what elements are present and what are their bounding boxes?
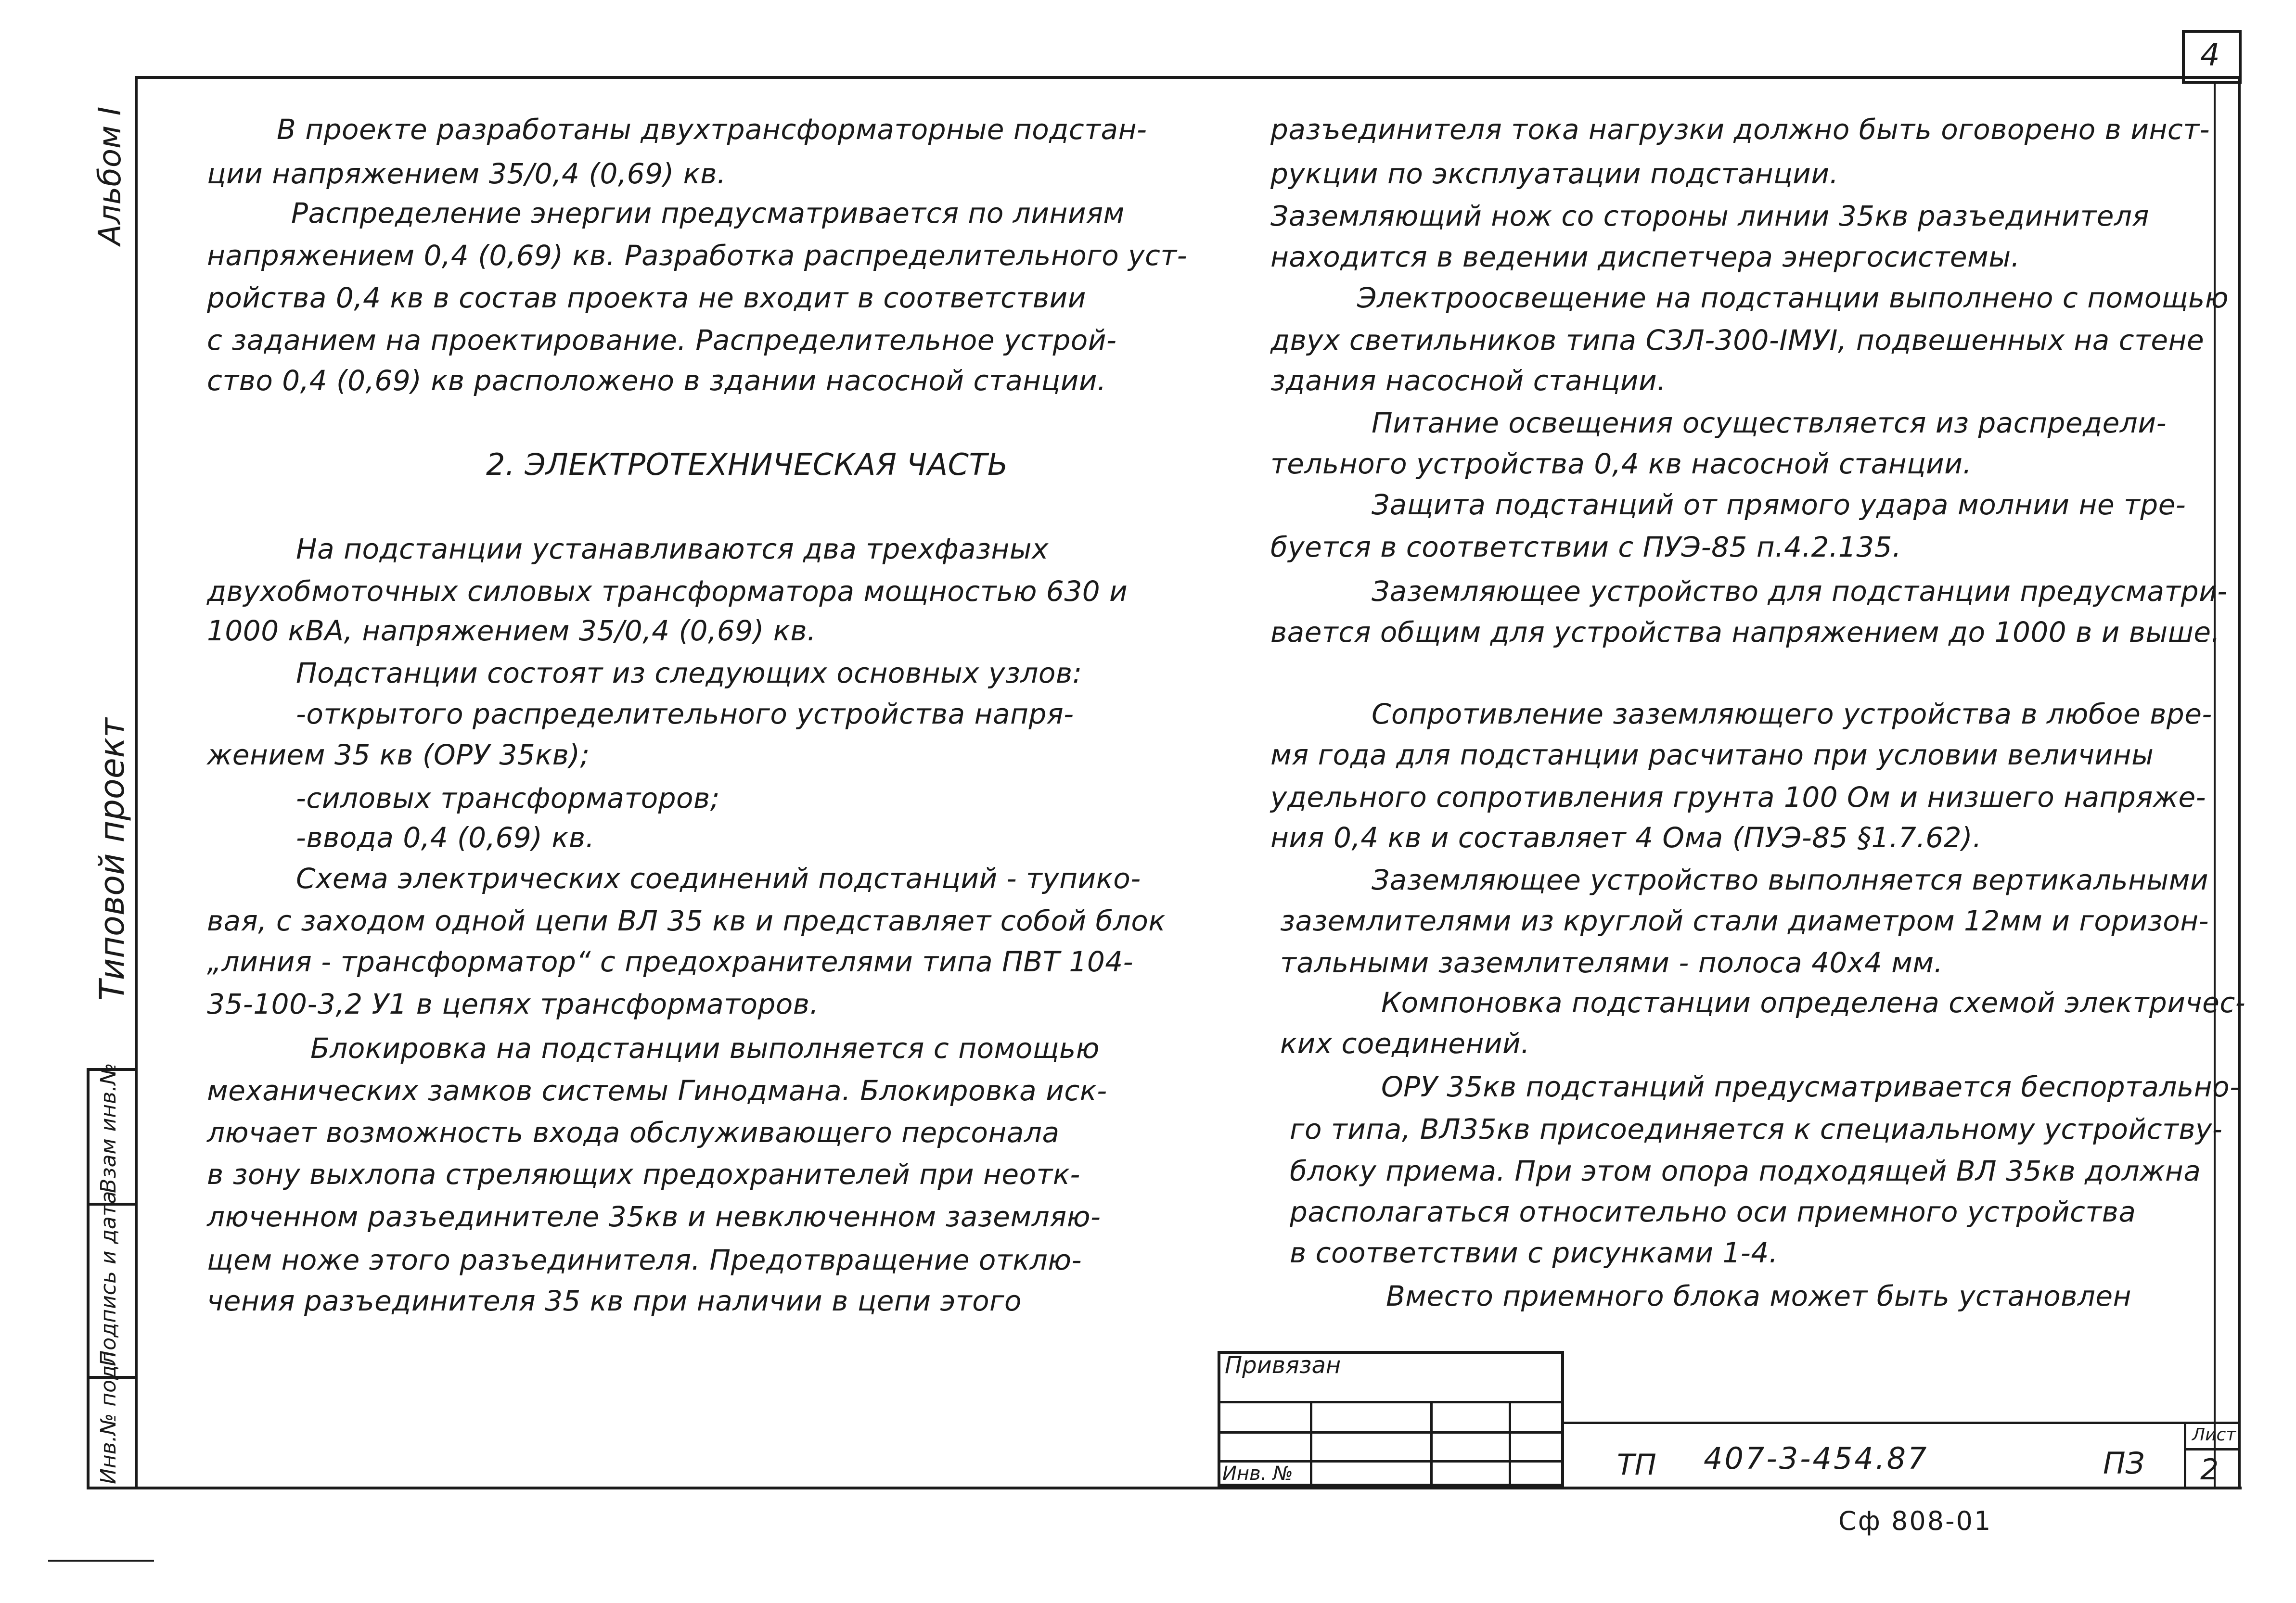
right-line-17: ния 0,4 кв и составляет 4 Ома (ПУЭ-85 §1.7.62). [1270,821,1982,854]
right-line-7: здания насосной станции. [1270,364,1667,397]
right-line-26: располагаться относительно оси приемного устройства [1290,1196,2136,1228]
left-line-27: чения разъединителя 35 кв при наличии в цепи этого [207,1285,1022,1317]
left-line-17: Схема электрических соединений подстанций - тупико- [296,862,1141,895]
right-line-9: тельного устройства 0,4 кв насосной станции. [1270,447,1972,480]
left-line-12: Подстанции состоят из следующих основных узлов: [296,657,1082,689]
left-line-16: -ввода 0,4 (0,69) кв. [296,821,595,854]
left-line-6: с заданием на проектирование. Распределительное устрой- [207,324,1117,356]
privyazan-col3 [1509,1401,1511,1487]
left-line-14: жением 35 кв (ОРУ 35кв); [207,738,590,771]
privyazan-col2 [1430,1401,1433,1487]
inv-no-label: Инв. № [1222,1463,1293,1485]
titleblock-divider [2184,1422,2186,1487]
right-line-11: буется в соответствии с ПУЭ-85 п.4.2.135. [1270,531,1901,563]
left-line-10: двухобмоточных силовых трансформатора мощностью 630 и [207,575,1128,608]
left-line-1: В проекте разработаны двухтрансформаторные подстан- [277,113,1147,146]
right-line-5: Электроосвещение на подстанции выполнено с помощью [1357,281,2229,314]
left-line-18: вая, с заходом одной цепи ВЛ 35 кв и представляет собой блок [207,904,1166,937]
right-line-1: разъединителя тока нагрузки должно быть оговорено в инст- [1270,113,2210,146]
left-line-2: ции напряжением 35/0,4 (0,69) кв. [207,157,726,190]
right-line-15: мя года для подстанции расчитано при условии величины [1270,738,2154,771]
right-line-3: Заземляющий нож со стороны линии 35кв разъединителя [1270,200,2149,232]
side-cell-vzam: Взам инв.№ [96,1063,121,1193]
left-line-24: в зону выхлопа стреляющих предохранителей при неотк- [207,1158,1080,1191]
privyazan-label: Привязан [1225,1352,1341,1379]
outer-bottom-left [48,1560,154,1562]
left-line-3: Распределение энергии предусматривается по линиям [291,197,1125,229]
left-line-22: механических замков системы Гинодмана. Блокировка иск- [207,1074,1107,1107]
right-line-27: в соответствии с рисунками 1-4. [1290,1236,1778,1269]
right-line-4: находится в ведении диспетчера энергосистемы. [1270,241,2020,273]
left-line-4: напряжением 0,4 (0,69) кв. Разработка распределительного уст- [207,239,1188,272]
right-line-14: Сопротивление заземляющего устройства в любое вре- [1372,698,2212,730]
right-line-21: Компоновка подстанции определена схемой электричес- [1381,986,2246,1019]
right-line-13: вается общим для устройства напряжением до 1000 в и выше. [1270,616,2220,649]
right-line-20: тальными заземлителями - полоса 40х4 мм. [1280,946,1943,979]
titleblock-top [1564,1422,2241,1424]
left-line-20: 35-100-3,2 У1 в цепях трансформаторов. [207,988,819,1020]
right-line-18: Заземляющее устройство выполняется вертикальными [1372,864,2209,896]
frame-top [135,76,2240,79]
privyazan-row2 [1218,1431,1564,1434]
right-line-16: удельного сопротивления грунта 100 Ом и низшего напряже- [1270,781,2206,814]
right-line-8: Питание освещения осуществляется из распредели- [1372,407,2167,439]
right-line-22: ких соединений. [1280,1027,1530,1060]
page-number: 4 [2200,38,2220,73]
left-line-26: щем ноже этого разъединителя. Предотвращение отклю- [207,1244,1082,1276]
right-line-2: рукции по эксплуатации подстанции. [1270,157,1839,190]
left-line-7: ство 0,4 (0,69) кв расположено в здании насосной станции. [207,364,1106,397]
sheet-number: 2 [2200,1453,2219,1487]
right-line-10: Защита подстанций от прямого удара молнии не тре- [1372,488,2186,521]
format-code: Сф 808-01 [1838,1506,1992,1536]
frame-right [2238,76,2241,1488]
side-strip-left [87,1068,90,1487]
frame-bottom [87,1487,2242,1489]
right-line-24: го типа, ВЛ35кв присоединяется к специальному устройству- [1290,1113,2223,1145]
frame-left [135,76,138,1488]
left-line-19: „линия - трансформатор“ с предохранителями типа ПВТ 104- [207,945,1134,978]
section-heading: 2. ЭЛЕКТРОТЕХНИЧЕСКАЯ ЧАСТЬ [486,447,1008,482]
sheet-label: Лист [2192,1425,2236,1445]
left-line-11: 1000 кВА, напряжением 35/0,4 (0,69) кв. [207,614,816,647]
side-label-album: Альбом I [92,106,128,245]
left-line-15: -силовых трансформаторов; [296,782,720,814]
left-line-9: На подстанции устанавливаются два трехфазных [296,533,1049,565]
privyazan-row1 [1218,1401,1564,1403]
code-prefix: ТП [1617,1448,1656,1482]
left-line-25: люченном разъединителе 35кв и невключенном заземляю- [207,1200,1101,1233]
privyazan-col1 [1310,1401,1312,1487]
right-line-23: ОРУ 35кв подстанций предусматривается беспортально- [1381,1070,2240,1103]
doc-type: ПЗ [2103,1446,2145,1481]
side-cell-inv: Инв.№ подл [96,1351,121,1484]
side-label-project: Типовой проект [92,718,132,1001]
sheet-cell-divider [2184,1448,2241,1450]
left-line-13: -открытого распределительного устройства напря- [296,698,1074,730]
left-line-5: ройства 0,4 кв в состав проекта не входит в соответствии [207,281,1086,314]
side-cell-podpis: Подпись и дата [96,1191,121,1366]
right-line-6: двух светильников типа СЗЛ-300-IМУI, подвешенных на стене [1270,324,2205,356]
project-code: 407-3-454.87 [1704,1441,1929,1476]
right-line-25: блоку приема. При этом опора подходящей ВЛ 35кв должна [1290,1155,2201,1187]
left-line-23: лючает возможность входа обслуживающего персонала [207,1116,1060,1149]
right-line-12: Заземляющее устройство для подстанции предусматри- [1372,575,2228,608]
right-line-19: заземлителями из круглой стали диаметром 12мм и горизон- [1280,904,2209,937]
right-line-28: Вместо приемного блока может быть установлен [1386,1280,2132,1312]
left-line-21: Блокировка на подстанции выполняется с помощью [310,1032,1100,1065]
